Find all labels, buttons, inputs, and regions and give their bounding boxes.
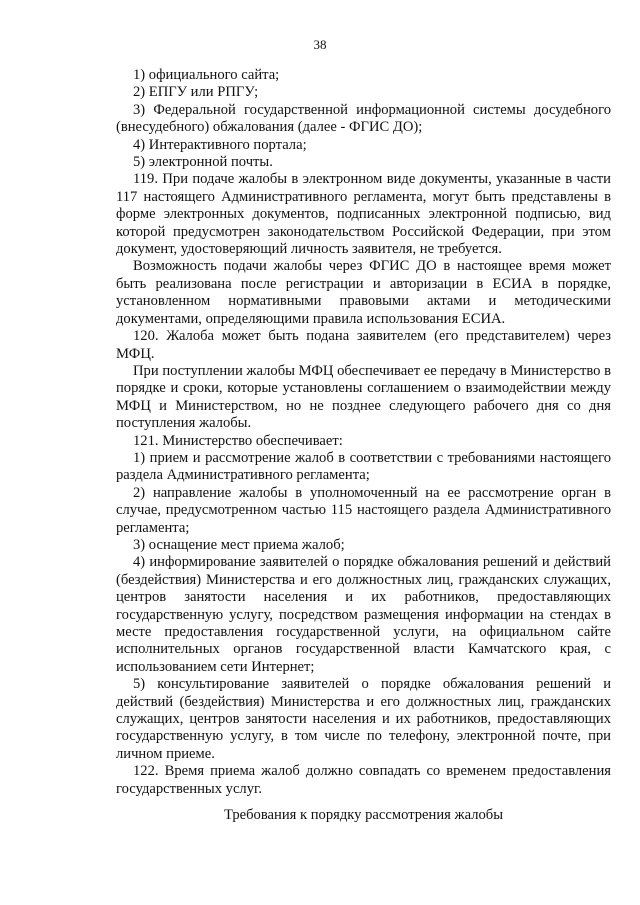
- paragraph-1: 1) официального сайта;: [133, 67, 280, 83]
- paragraph-14: 4) информирование заявителей о порядке обжалования решений и действий (бездействия) Министерства и его должностных лиц, гражданских служащих, центров занятости населения и их работников, предоставляющих государственную услугу, посредством размещения информации на стендах в месте предоставления государственной услуги, на официальном сайте исполнительных органов государственной власти Камчатского края, с использованием сети Интернет;: [116, 554, 611, 675]
- paragraph-4: 4) Интерактивного портала;: [133, 136, 307, 153]
- document-body: [116, 67, 611, 798]
- paragraph-9: При поступлении жалобы МФЦ обеспечивает ее передачу в Министерство в порядке и сроки, которые установлены соглашением о взаимодействии между МФЦ и Министерством, но не позднее следующего рабочего дня со дня поступления жалобы.: [116, 362, 611, 432]
- paragraph-12: 2) направление жалобы в уполномоченный на ее рассмотрение орган в случае, предусмотренном частью 115 настоящего раздела Административного регламента;: [116, 484, 611, 536]
- paragraph-13: 3) оснащение мест приема жалоб;: [133, 536, 345, 553]
- paragraph-11: 1) прием и рассмотрение жалоб в соответствии с требованиями настоящего раздела Административного регламента;: [116, 449, 611, 484]
- paragraph-7: Возможность подачи жалобы через ФГИС ДО в настоящее время может быть реализована после регистрации и авторизации в ЕСИА в порядке, установленном нормативными правовыми актами и методическими документами, определяющими правила использования ЕСИА.: [116, 258, 611, 327]
- paragraph-2: 2) ЕПГУ или РПГУ;: [133, 84, 259, 101]
- paragraph-6: 119. При подаче жалобы в электронном виде документы, указанные в части 117 настоящего Административного регламента, могут быть представлены в форме электронных документов, подписанных электронной подписью, вид которой предусмотрен законодательством Российской Федерации, при этом документ, удостоверяющий личность заявителя, не требуется.: [116, 171, 611, 258]
- section-heading: Требования к порядку рассмотрения жалобы: [224, 807, 503, 823]
- paragraph-15: 5) консультирование заявителей о порядке обжалования решений и действий (бездействия) Министерства и его должностных лиц, гражданских служащих, центров занятости населения и их работников, предоставляющих государственную услугу, в том числе по телефону, электронной почте, при личном приеме.: [116, 676, 611, 762]
- paragraph-10: 121. Министерство обеспечивает:: [133, 432, 343, 449]
- page-number: 38: [313, 37, 327, 52]
- paragraph-5: 5) электронной почты.: [133, 154, 273, 171]
- paragraph-3: 3) Федеральной государственной информационной системы досудебного (внесудебного) обжалования (далее - ФГИС ДО);: [116, 101, 611, 136]
- paragraph-8: 120. Жалоба может быть подана заявителем (его представителем) через МФЦ.: [116, 328, 611, 362]
- paragraph-16: 122. Время приема жалоб должно совпадать со временем предоставления государственных услуг.: [116, 763, 611, 797]
